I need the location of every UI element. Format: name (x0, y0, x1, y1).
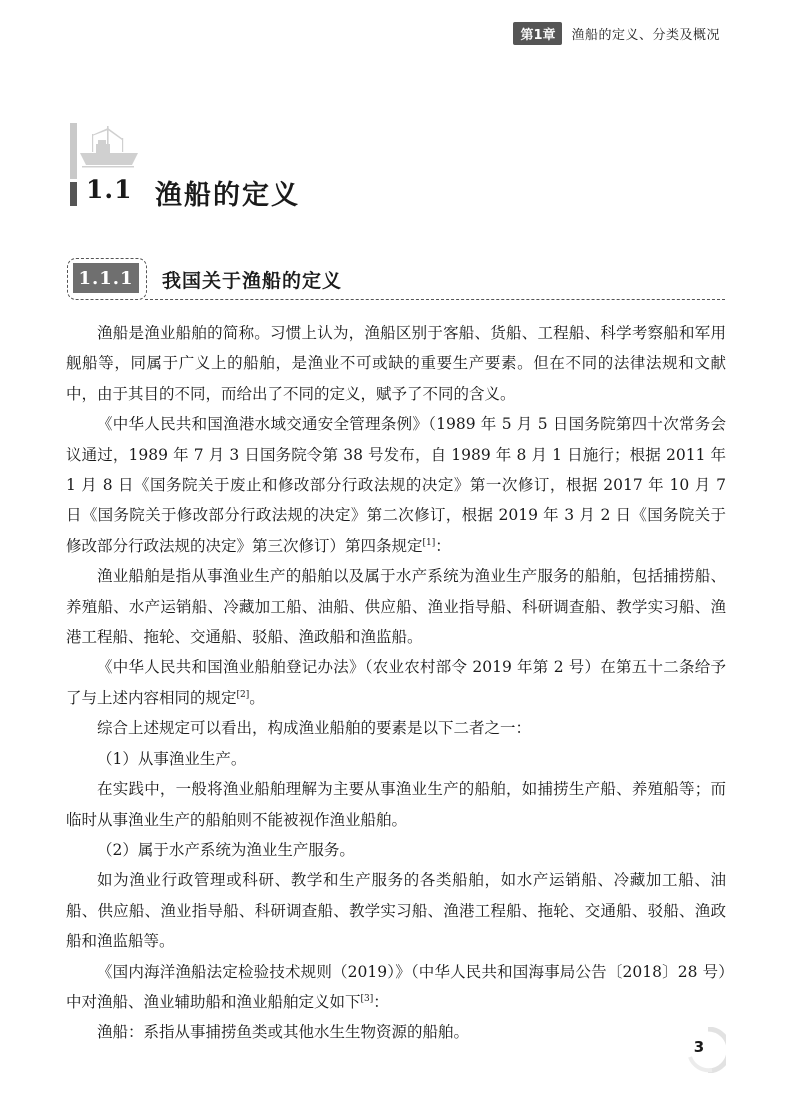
paragraph: 在实践中，一般将渔业船舶理解为主要从事渔业生产的船舶，如捕捞生产船、养殖船等；而临时从事渔业生产的船舶则不能被视作渔业船舶。 (66, 780, 726, 829)
section-decor-bar (70, 123, 77, 179)
running-header (513, 22, 720, 44)
paragraph: 如为渔业行政管理或科研、教学和生产服务的各类船舶，如水产运销船、冷藏加工船、油船、供应船、渔业指导船、科研调查船、教学实习船、渔港工程船、拖轮、交通船、驳船、渔政船和渔监船等。 (66, 871, 726, 951)
page-number-area (686, 1027, 726, 1073)
chapter-title: 渔船的定义、分类及概况 (571, 27, 720, 43)
subsection-title: 我国关于渔船的定义 (162, 270, 343, 292)
paragraph: 《国内海洋渔船法定检验技术规则（2019）》（中华人民共和国海事局公告〔2018〕28 号）中对渔船、渔业辅助船和渔业船舶定义如下[3]： (66, 962, 726, 1011)
list-item: （1）从事渔业生产。 (97, 749, 247, 768)
section-title: 渔船的定义 (155, 180, 300, 211)
paragraph: 渔船：系指从事捕捞鱼类或其他水生生物资源的船舶。 (97, 1023, 470, 1042)
subsection-number: 1.1.1 (73, 263, 139, 293)
subsection-underline (145, 299, 725, 300)
citation-ref: [2] (236, 689, 250, 700)
section-marker-bar (70, 182, 77, 206)
list-item: （2）属于水产系统为渔业生产服务。 (97, 840, 355, 859)
paragraph: 《中华人民共和国渔港水域交通安全管理条例》（1989 年 5 月 5 日国务院第四十次常务会议通过，1989 年 7 月 3 日国务院令第 38 号发布，自 1989 年 8 月 1 日施行；根据 2011 年 1 月 8 日《国务院关于废止和修改部分行政法规的决定》第一次修订，根据 2017 年 10 月 7 日《国务院关于修改部分行政法规的决定》第二次修订，根据 2019 年 3 月 2 日《国务院关于修改部分行政法规的决定》第三次修订）第四条规定[1]： (66, 415, 726, 555)
section-number: 1.1 (86, 175, 133, 204)
fishing-ship-icon (78, 120, 140, 172)
body-text (66, 318, 726, 1048)
paragraph: 《中华人民共和国渔业船舶登记办法》（农业农村部令 2019 年第 2 号）在第五十二条给予了与上述内容相同的规定[2]。 (66, 658, 726, 707)
citation-ref: [1] (422, 537, 436, 548)
citation-ref: [3] (360, 993, 374, 1004)
page-number: 3 (693, 1038, 705, 1056)
paragraph: 渔业船舶是指从事渔业生产的船舶以及属于水产系统为渔业生产服务的船舶，包括捕捞船、养殖船、水产运销船、冷藏加工船、油船、供应船、渔业指导船、科研调查船、教学实习船、渔港工程船、拖轮、交通船、驳船、渔政船和渔监船。 (66, 567, 726, 647)
paragraph: 综合上述规定可以看出，构成渔业船舶的要素是以下二者之一： (97, 719, 532, 738)
chapter-badge: 第1章 (513, 22, 562, 45)
paragraph: 渔船是渔业船舶的简称。习惯上认为，渔船区别于客船、货船、工程船、科学考察船和军用舰船等，同属于广义上的船舶，是渔业不可或缺的重要生产要素。但在不同的法律法规和文献中，由于其目的不同，而给出了不同的定义，赋予了不同的含义。 (66, 324, 726, 403)
